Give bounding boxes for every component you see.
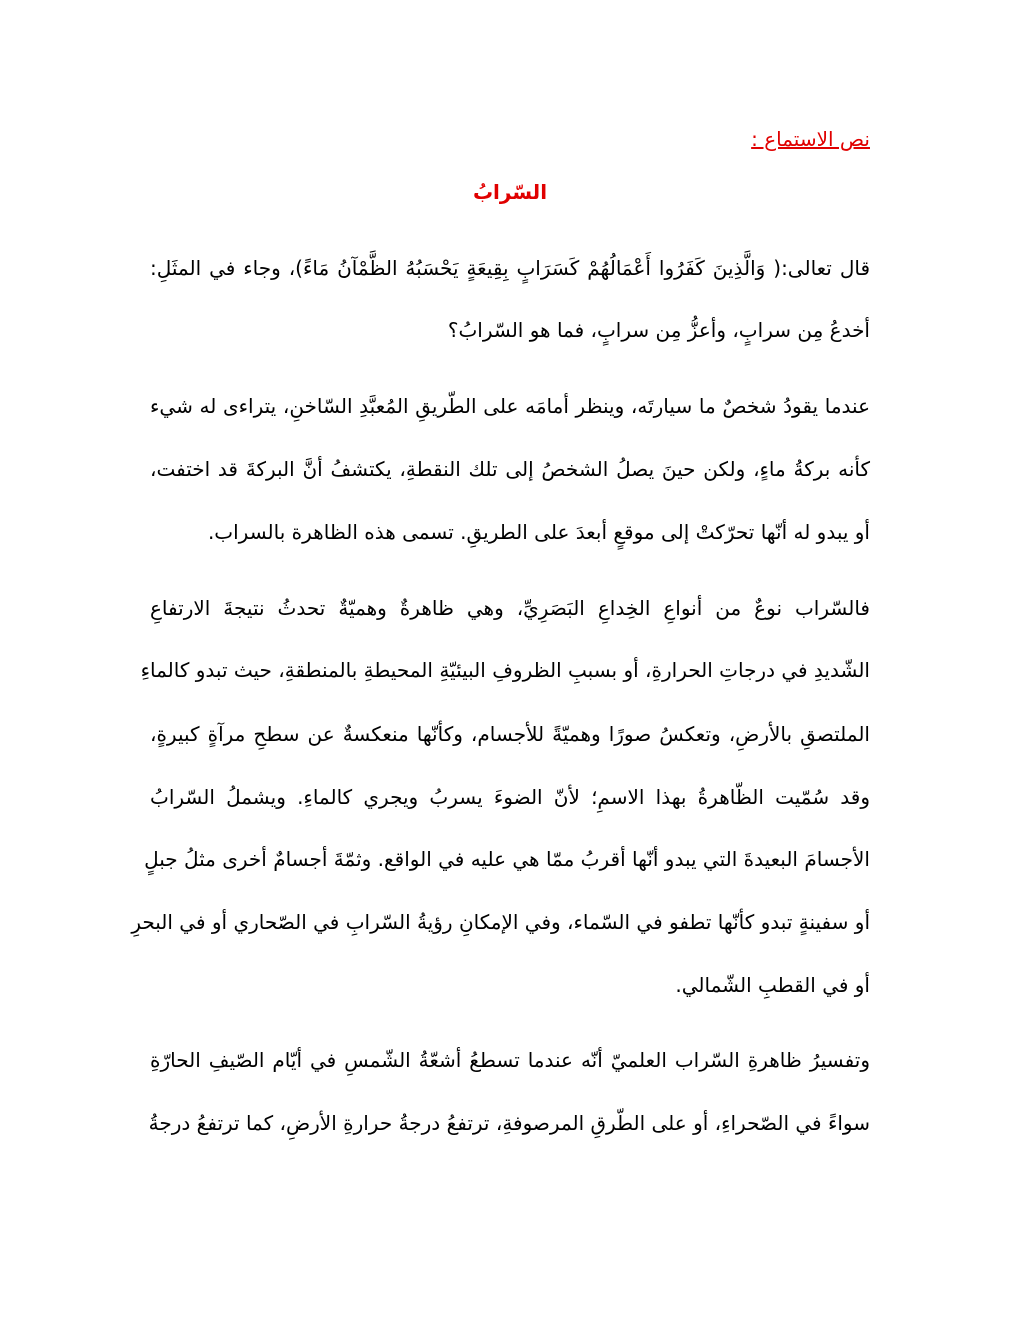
document-title: السّرابُ	[472, 180, 548, 204]
paragraph-3-line-5: الأجسامَ البعيدةَ التي يبدو أنّها أقربُ ممّا هي عليه في الواقع. وثمّةَ أجسامٌ أخرى مثلُ جبلٍ	[144, 847, 870, 871]
paragraph-1-line-2: أخدعُ مِن سرابٍ، وأعزُّ مِن سرابٍ، فما هو السّرابُ؟	[447, 318, 870, 342]
paragraph-2-line-2: كأنه بركةُ ماءٍ، ولكن حينَ يصلُ الشخصُ إلى تلك النقطةِ، يكتشفُ أنَّ البركةَ قد اختفت،	[150, 457, 870, 481]
paragraph-3-line-7: أو في القطبِ الشّمالي.	[675, 973, 870, 997]
paragraph-2-line-3: أو يبدو له أنّها تحرّكتْ إلى موقعٍ أبعدَ على الطريقِ. تسمى هذه الظاهرة بالسراب.	[207, 520, 870, 544]
paragraph-3-line-3: الملتصقِ بالأرضِ، وتعكسُ صورًا وهميّةً للأجسام، وكأنّها منعكسةٌ عن سطحِ مرآةٍ كبيرةٍ،	[150, 722, 870, 746]
paragraph-4-line-1: وتفسيرُ ظاهرةِ السّراب العلميّ أنّه عندما تسطعُ أشعّةُ الشّمسِ في أيّام الصّيفِ الحارّةِ	[150, 1048, 870, 1072]
section-heading: نص الاستماع :	[751, 127, 870, 151]
paragraph-3-line-4: وقد سُمّيت الظّاهرةُ بهذا الاسمِ؛ لأنّ الضوءَ يسربُ ويجري كالماءِ. ويشملُ السّرابُ	[150, 785, 870, 809]
paragraph-3-line-6: أو سفينةٍ تبدو كأنّها تطفو في السّماء، وفي الإمكانِ رؤيةُ السّرابِ في الصّحاري أو في البحرِ	[131, 910, 870, 934]
paragraph-3-line-1: فالسّراب نوعٌ من أنواعِ الخِداعِ البَصَرِيِّ، وهي ظاهرةٌ وهميّةٌ تحدثُ نتيجةَ الارتفاعِ	[150, 596, 870, 620]
paragraph-3-line-2: الشّديدِ في درجاتِ الحرارةِ، أو بسببِ الظروفِ البيئيّةِ المحيطةِ بالمنطقةِ، حيث تبدو كالماءِ	[140, 658, 870, 682]
paragraph-2-line-1: عندما يقودُ شخصٌ ما سيارتَه، وينظر أمامَه على الطّريقِ المُعبَّدِ السّاخنِ، يتراءى له شيء	[150, 394, 870, 418]
paragraph-4-line-2: سواءً في الصّحراءِ، أو على الطّرقِ المرصوفةِ، ترتفعُ درجةُ حرارةِ الأرضِ، كما ترتفعُ درجةُ	[148, 1111, 870, 1135]
paragraph-1-line-1: قال تعالى:( وَالَّذِينَ كَفَرُوا أَعْمَالُهُمْ كَسَرَابٍ بِقِيعَةٍ يَحْسَبُهُ الظَّمْآنُ مَاءً)، وجاء في المثَلِ:	[150, 256, 870, 280]
